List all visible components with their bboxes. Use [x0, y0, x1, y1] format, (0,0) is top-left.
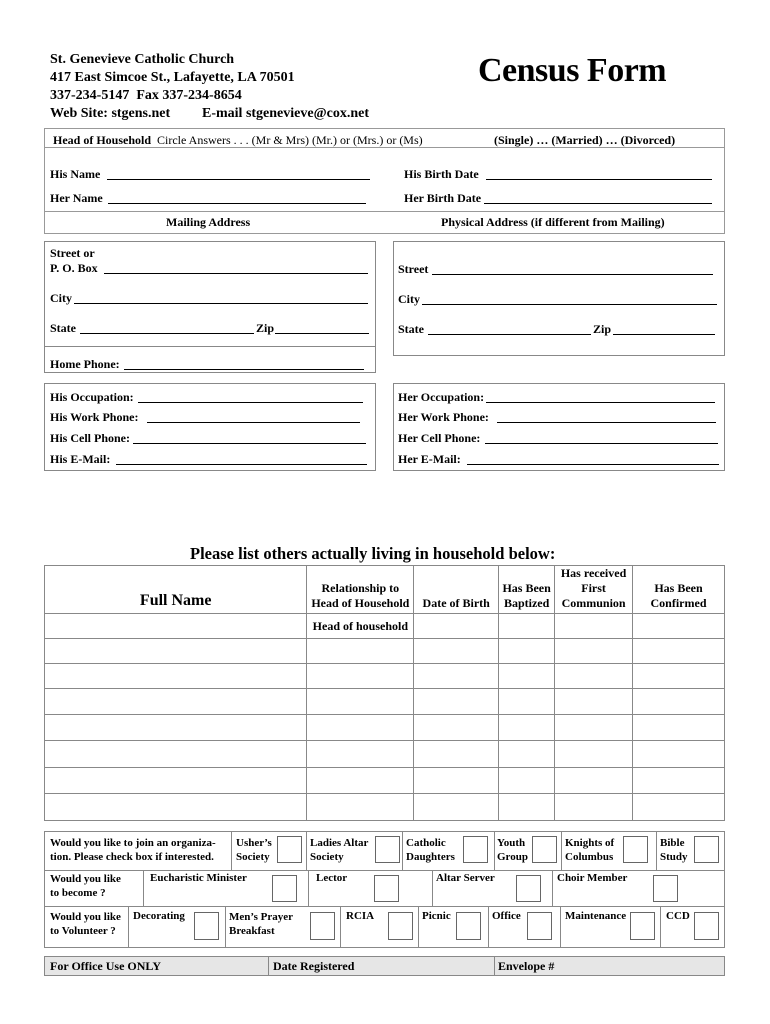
- his-birth-date-label: His Birth Date: [404, 167, 479, 181]
- her-occupation-label: Her Occupation:: [398, 390, 485, 404]
- physical-state-label: State: [398, 322, 424, 336]
- ccd-label: CCD: [666, 910, 690, 922]
- her-cell-phone-label: Her Cell Phone:: [398, 431, 481, 445]
- mailing-state-label: State: [50, 321, 76, 335]
- mailing-city-field[interactable]: [74, 303, 368, 304]
- his-name-label: His Name: [50, 167, 101, 181]
- envelope-number-label: Envelope #: [498, 959, 555, 973]
- his-occupation-field[interactable]: [138, 402, 363, 403]
- table-row[interactable]: [45, 715, 725, 741]
- rcia-checkbox[interactable]: [388, 912, 413, 940]
- knights-of-columbus-label: Knights of Columbus: [565, 837, 615, 863]
- knights-of-columbus-checkbox[interactable]: [623, 836, 648, 863]
- his-work-phone-field[interactable]: [147, 422, 360, 423]
- relationship-column-header: Relationship to Head of Household: [307, 566, 414, 614]
- her-email-field[interactable]: [467, 464, 719, 465]
- page-title: Census Form: [478, 52, 667, 89]
- ladies-altar-society-label: Ladies Altar Society: [310, 837, 369, 863]
- her-work-phone-field[interactable]: [497, 422, 716, 423]
- church-phone-fax: 337-234-5147 Fax 337-234-8654: [50, 88, 242, 103]
- choir-member-label: Choir Member: [557, 872, 628, 884]
- full-name-column-header: Full Name: [45, 566, 307, 614]
- marital-status-options[interactable]: (Single) … (Married) … (Divorced): [494, 133, 676, 147]
- his-name-field[interactable]: [107, 179, 370, 180]
- home-phone-label: Home Phone:: [50, 357, 120, 371]
- table-row[interactable]: [45, 664, 725, 689]
- her-birth-date-field[interactable]: [484, 203, 712, 204]
- physical-city-label: City: [398, 292, 420, 306]
- first-communion-column-header: Has received First Communion: [555, 566, 633, 614]
- mailing-state-field[interactable]: [80, 333, 254, 334]
- mens-prayer-breakfast-checkbox[interactable]: [310, 912, 335, 940]
- ushers-society-checkbox[interactable]: [277, 836, 302, 863]
- decorating-label: Decorating: [133, 910, 185, 922]
- her-birth-date-label: Her Birth Date: [404, 191, 482, 205]
- physical-zip-label: Zip: [593, 322, 612, 336]
- mailing-city-label: City: [50, 291, 72, 305]
- office-label: Office: [492, 910, 521, 922]
- become-prompt: Would you like to become ?: [50, 873, 121, 899]
- his-cell-phone-field[interactable]: [133, 443, 366, 444]
- head-of-household-label: Head of Household: [53, 133, 152, 147]
- bible-study-label: Bible Study: [660, 837, 688, 863]
- physical-address-heading: Physical Address (if different from Mailing): [441, 215, 665, 229]
- mailing-zip-label: Zip: [256, 321, 275, 335]
- head-of-household-cell: Head of household: [307, 614, 414, 639]
- picnic-checkbox[interactable]: [456, 912, 481, 940]
- ladies-altar-society-checkbox[interactable]: [375, 836, 400, 863]
- choir-member-checkbox[interactable]: [653, 875, 678, 902]
- church-email: E-mail stgenevieve@cox.net: [202, 106, 369, 121]
- mens-prayer-breakfast-label: Men’s Prayer Breakfast: [229, 911, 294, 937]
- office-use-only-label: For Office Use ONLY: [50, 959, 161, 973]
- catholic-daughters-label: Catholic Daughters: [406, 837, 455, 863]
- her-occupation-field[interactable]: [486, 402, 715, 403]
- physical-street-field[interactable]: [432, 274, 713, 275]
- eucharistic-minister-checkbox[interactable]: [272, 875, 297, 902]
- confirmed-column-header: Has Been Confirmed: [633, 566, 725, 614]
- physical-state-field[interactable]: [428, 334, 591, 335]
- physical-zip-field[interactable]: [613, 334, 715, 335]
- church-name: St. Genevieve Catholic Church: [50, 52, 235, 67]
- physical-city-field[interactable]: [422, 304, 717, 305]
- table-row[interactable]: [45, 614, 725, 639]
- volunteer-prompt: Would you like to Volunteer ?: [50, 911, 121, 937]
- physical-street-label: Street: [398, 262, 429, 276]
- his-occupation-label: His Occupation:: [50, 390, 134, 404]
- altar-server-checkbox[interactable]: [516, 875, 541, 902]
- household-members-table: [44, 565, 725, 821]
- decorating-checkbox[interactable]: [194, 912, 219, 940]
- catholic-daughters-checkbox[interactable]: [463, 836, 488, 863]
- table-row[interactable]: [45, 639, 725, 664]
- her-work-phone-label: Her Work Phone:: [398, 410, 489, 424]
- table-row[interactable]: [45, 741, 725, 768]
- physical-address-box: [393, 241, 725, 356]
- po-box-label: P. O. Box: [50, 261, 98, 275]
- maintenance-checkbox[interactable]: [630, 912, 655, 940]
- his-cell-phone-label: His Cell Phone:: [50, 431, 130, 445]
- rcia-label: RCIA: [346, 910, 375, 922]
- street-or-label: Street or: [50, 246, 95, 260]
- baptized-column-header: Has Been Baptized: [499, 566, 555, 614]
- household-members-heading: Please list others actually living in household below:: [190, 544, 556, 563]
- picnic-label: Picnic: [422, 910, 451, 922]
- table-row[interactable]: [45, 768, 725, 794]
- table-header-row: [45, 566, 725, 614]
- bible-study-checkbox[interactable]: [694, 836, 719, 863]
- organization-prompt: Would you like to join an organiza- tion. Please check box if interested.: [50, 837, 216, 863]
- her-cell-phone-field[interactable]: [485, 443, 718, 444]
- ushers-society-label: Usher’s Society: [236, 837, 272, 863]
- his-work-phone-label: His Work Phone:: [50, 410, 139, 424]
- table-row[interactable]: [45, 794, 725, 821]
- ccd-checkbox[interactable]: [694, 912, 719, 940]
- church-website: Web Site: stgens.net: [50, 106, 171, 121]
- mailing-address-heading: Mailing Address: [166, 215, 251, 229]
- mailing-street-field[interactable]: [104, 273, 368, 274]
- his-birth-date-field[interactable]: [486, 179, 712, 180]
- circle-answers-instruction[interactable]: Circle Answers . . . (Mr & Mrs) (Mr.) or (Mrs.) or (Ms): [157, 133, 423, 147]
- mailing-zip-field[interactable]: [275, 333, 369, 334]
- her-email-label: Her E-Mail:: [398, 452, 461, 466]
- church-address: 417 East Simcoe St., Lafayette, LA 70501: [50, 70, 295, 85]
- lector-label: Lector: [316, 872, 348, 884]
- his-email-label: His E-Mail:: [50, 452, 111, 466]
- office-checkbox[interactable]: [527, 912, 552, 940]
- table-row[interactable]: [45, 689, 725, 715]
- home-phone-field[interactable]: [124, 369, 364, 370]
- youth-group-checkbox[interactable]: [532, 836, 557, 863]
- her-name-label: Her Name: [50, 191, 103, 205]
- her-name-field[interactable]: [108, 203, 366, 204]
- youth-group-label: Youth Group: [497, 837, 528, 863]
- address-heading-divider: [44, 211, 725, 212]
- date-of-birth-column-header: Date of Birth: [414, 566, 499, 614]
- maintenance-label: Maintenance: [565, 910, 627, 922]
- eucharistic-minister-label: Eucharistic Minister: [150, 872, 247, 884]
- date-registered-label: Date Registered: [273, 959, 355, 973]
- altar-server-label: Altar Server: [436, 872, 495, 884]
- his-email-field[interactable]: [116, 464, 367, 465]
- lector-checkbox[interactable]: [374, 875, 399, 902]
